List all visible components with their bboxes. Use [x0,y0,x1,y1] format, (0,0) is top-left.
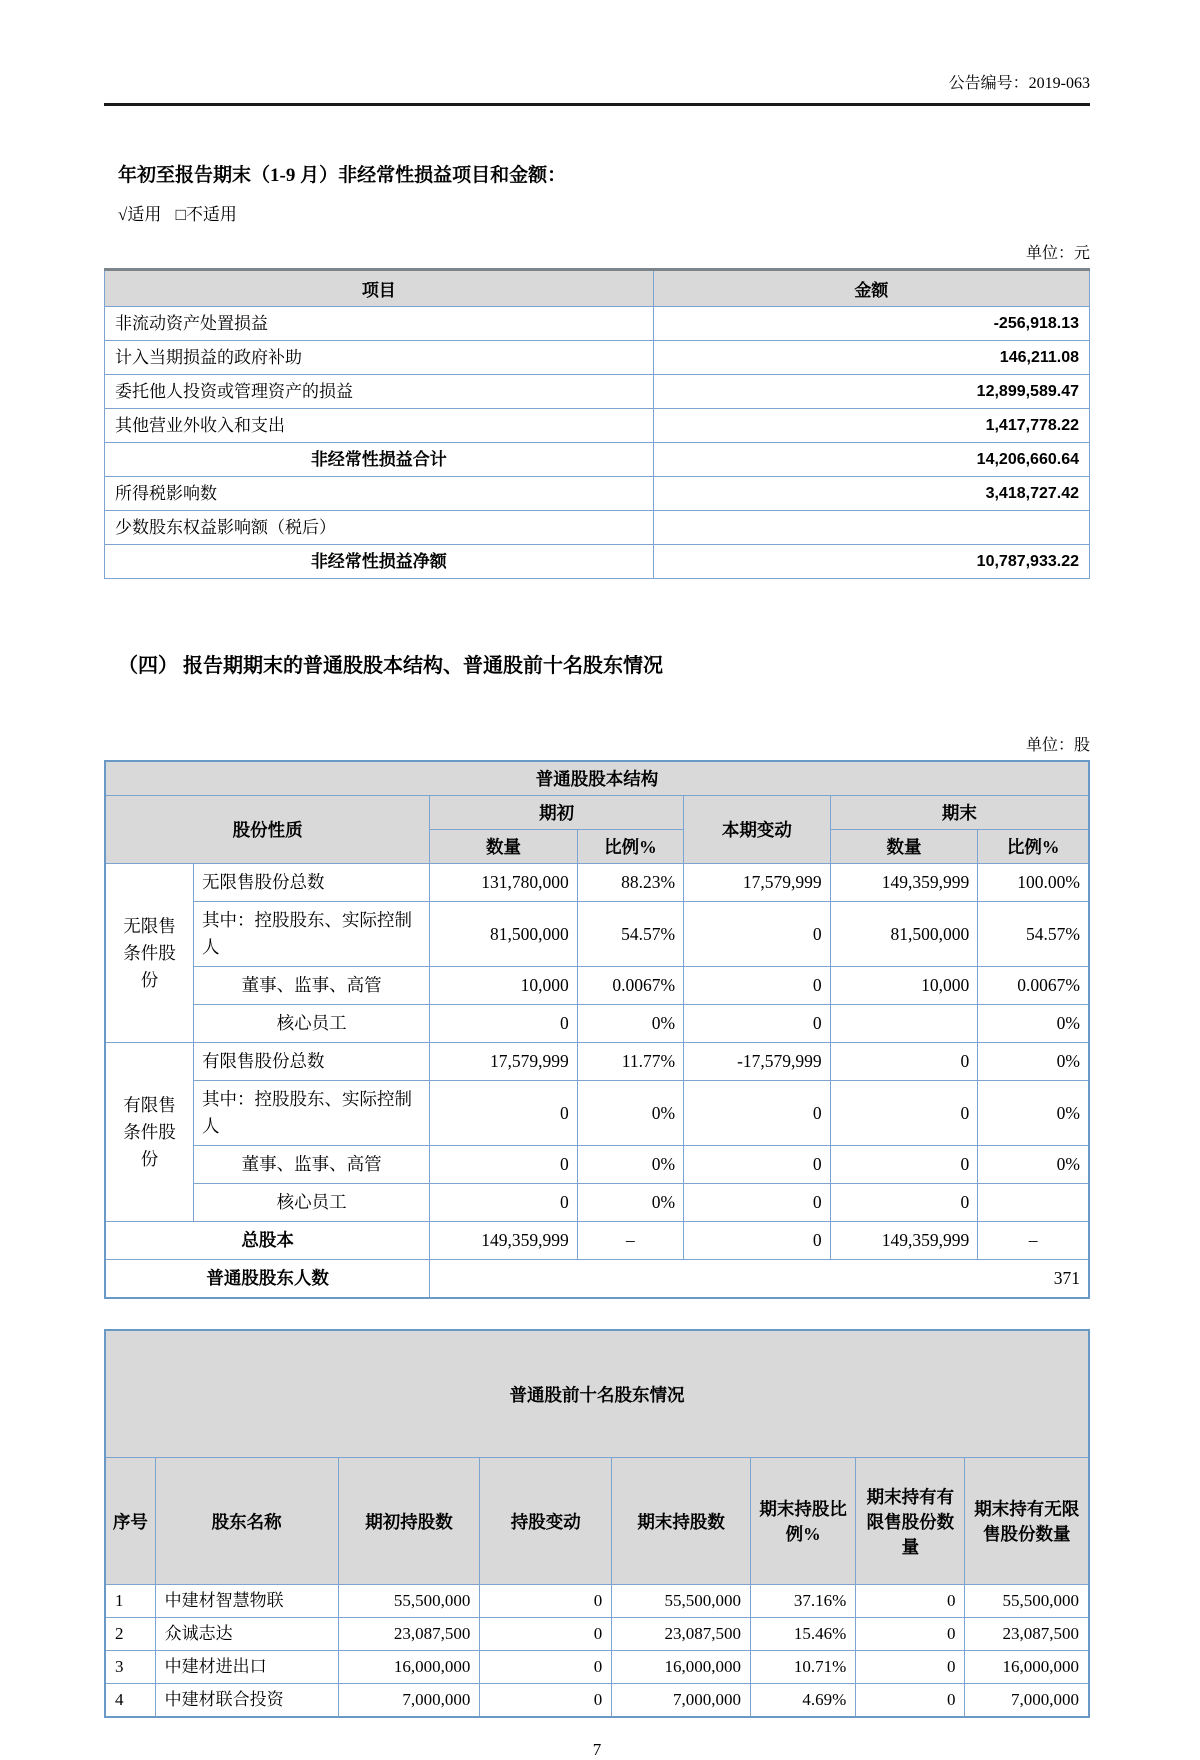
amount-value: 146,211.08 [653,341,1089,375]
table-row [105,864,1089,902]
cell-value: 81,500,000 [430,902,578,967]
cell-value: 0.0067% [978,967,1089,1005]
section1-title: 年初至报告期末（1-9 月）非经常性损益项目和金额： [118,165,567,186]
top-shareholders-table [104,1329,1090,1718]
doc-number: 公告编号：2019-063 [948,75,1090,92]
row-label: 董事、监事、高管 [194,967,430,1005]
table-row-holder-count [105,1260,1089,1299]
cell-value: 0 [684,1081,831,1146]
table-title-row [105,761,1089,796]
shareholder-row [105,1585,1089,1618]
cell-value: 0% [577,1184,683,1222]
header-share-change: 持股变动 [480,1458,612,1585]
row-label: 其中：控股股东、实际控制人 [194,1081,430,1146]
table-row [105,967,1089,1005]
cell-value: 0 [830,1081,978,1146]
header-end-unrestricted-shares: 期末持有无限售股份数量 [965,1458,1089,1585]
cell-value: 0% [978,1081,1089,1146]
row-label: 核心员工 [194,1005,430,1043]
page-number: 7 [592,1740,602,1759]
rank-value: 1 [105,1585,155,1618]
cell-value: 54.57% [577,902,683,967]
cell-value: 0 [856,1618,965,1651]
column-header-item: 项目 [105,270,654,307]
cell-value: 0 [684,967,831,1005]
cell-value: 0 [480,1618,612,1651]
subtotal-label: 非经常性损益合计 [105,443,654,477]
cell-value: 0 [856,1684,965,1718]
header-shareholder-name: 股东名称 [155,1458,338,1585]
table-row [105,409,1090,443]
cell-value: 0 [430,1081,578,1146]
cell-value: 11.77% [577,1043,683,1081]
cell-value: 0 [480,1684,612,1718]
header-end-percent: 期末持股比例% [750,1458,855,1585]
cell-value: 0% [577,1146,683,1184]
cell-value: 17,579,999 [684,864,831,902]
shareholder-name: 中建材联合投资 [155,1684,338,1718]
row-label: 有限售股份总数 [194,1043,430,1081]
cell-value [830,1005,978,1043]
cell-value: 54.57% [978,902,1089,967]
cell-value: 0 [684,1222,831,1260]
item-label: 非流动资产处置损益 [105,307,654,341]
unit-label-yuan: 单位：元 [1025,245,1090,262]
net-total-label: 非经常性损益净额 [105,545,654,579]
cell-value [978,1184,1089,1222]
table-title-row [105,1330,1089,1458]
cell-value: 23,087,500 [612,1618,751,1651]
cell-value: -17,579,999 [684,1043,831,1081]
table-row [105,341,1090,375]
table-header-row [105,796,1089,830]
row-label: 董事、监事、高管 [194,1146,430,1184]
cell-value: 0 [430,1146,578,1184]
cell-value: 23,087,500 [965,1618,1089,1651]
cell-value: 16,000,000 [965,1651,1089,1684]
cell-value: 149,359,999 [430,1222,578,1260]
shareholder-name: 众诚志达 [155,1618,338,1651]
unit-label-shares: 单位：股 [1025,737,1090,754]
cell-value: – [978,1222,1089,1260]
header-begin-shares: 期初持股数 [338,1458,480,1585]
column-header-amount: 金额 [653,270,1089,307]
cell-value: 16,000,000 [338,1651,480,1684]
cell-value: 0% [577,1005,683,1043]
cell-value: 15.46% [750,1618,855,1651]
table-row [105,375,1090,409]
header-period-change: 本期变动 [684,796,831,864]
item-label: 其他营业外收入和支出 [105,409,654,443]
cell-value: 0 [830,1043,978,1081]
cell-value: 7,000,000 [612,1684,751,1718]
item-label: 少数股东权益影响额（税后） [105,511,654,545]
table-row-subtotal [105,443,1090,477]
shareholder-row [105,1651,1089,1684]
header-rank: 序号 [105,1458,155,1585]
header-rule [104,103,1090,106]
amount-value: -256,918.13 [653,307,1089,341]
cell-value: 81,500,000 [830,902,978,967]
cell-value: 10,000 [830,967,978,1005]
table-row [105,1081,1089,1146]
group-label-unrestricted: 无限售条件股份 [105,864,194,1043]
applicable-checked-option: √适用 [118,205,162,224]
holders-count-value: 371 [430,1260,1089,1299]
table-row [105,307,1090,341]
shareholder-row [105,1618,1089,1651]
capital-structure-table [104,760,1090,1299]
table-row [105,902,1089,967]
table-row-net-total [105,545,1090,579]
top-shareholders-section [104,1329,1090,1718]
table-header-row [105,270,1090,307]
cell-value: 0% [577,1081,683,1146]
capital-table-title: 普通股股本结构 [105,761,1089,796]
item-label: 委托他人投资或管理资产的损益 [105,375,654,409]
header-share-nature: 股份性质 [105,796,430,864]
header-end-restricted-shares: 期末持有有限售股份数量 [856,1458,965,1585]
cell-value: 55,500,000 [338,1585,480,1618]
not-applicable-option: □不适用 [175,205,237,224]
holders-count-label: 普通股股东人数 [105,1260,430,1299]
header-end-shares: 期末持股数 [612,1458,751,1585]
item-label: 计入当期损益的政府补助 [105,341,654,375]
cell-value: 0 [856,1651,965,1684]
cell-value: – [577,1222,683,1260]
row-label: 其中：控股股东、实际控制人 [194,902,430,967]
table-row [105,477,1090,511]
cell-value: 0 [684,1146,831,1184]
cell-value: 0 [430,1184,578,1222]
header-begin-percent: 比例% [577,830,683,864]
cell-value: 0 [684,902,831,967]
cell-value: 16,000,000 [612,1651,751,1684]
rank-value: 4 [105,1684,155,1718]
cell-value: 0 [856,1585,965,1618]
amount-value: 1,417,778.22 [653,409,1089,443]
section2-title: （四） 报告期期末的普通股股本结构、普通股前十名股东情况 [118,655,663,677]
table-header-row [105,1458,1089,1585]
cell-value: 0% [978,1146,1089,1184]
header-begin-quantity: 数量 [430,830,578,864]
item-label: 所得税影响数 [105,477,654,511]
cell-value: 0 [480,1585,612,1618]
cell-value: 149,359,999 [830,864,978,902]
cell-value: 0% [978,1043,1089,1081]
amount-value: 3,418,727.42 [653,477,1089,511]
cell-value: 0 [480,1651,612,1684]
cell-value: 23,087,500 [338,1618,480,1651]
row-label: 核心员工 [194,1184,430,1222]
table-row [105,1043,1089,1081]
cell-value: 131,780,000 [430,864,578,902]
table-row-total [105,1222,1089,1260]
cell-value: 7,000,000 [338,1684,480,1718]
cell-value: 0 [684,1184,831,1222]
amount-value: 14,206,660.64 [653,443,1089,477]
cell-value: 7,000,000 [965,1684,1089,1718]
header-period-end: 期末 [830,796,1089,830]
header-end-percent: 比例% [978,830,1089,864]
table-row [105,511,1090,545]
cell-value: 0.0067% [577,967,683,1005]
cell-value: 0% [978,1005,1089,1043]
header-period-begin: 期初 [430,796,684,830]
cell-value: 10.71% [750,1651,855,1684]
applicable-note [104,200,1090,225]
table-row [105,1005,1089,1043]
cell-value: 100.00% [978,864,1089,902]
cell-value: 88.23% [577,864,683,902]
rank-value: 2 [105,1618,155,1651]
cell-value: 4.69% [750,1684,855,1718]
cell-value: 0 [430,1005,578,1043]
cell-value: 149,359,999 [830,1222,978,1260]
amount-value: 12,899,589.47 [653,375,1089,409]
shareholders-table-title: 普通股前十名股东情况 [105,1330,1089,1458]
table-row [105,1146,1089,1184]
row-label: 无限售股份总数 [194,864,430,902]
table-row [105,1184,1089,1222]
group-label-restricted: 有限售条件股份 [105,1043,194,1222]
amount-value: 10,787,933.22 [653,545,1089,579]
cell-value: 17,579,999 [430,1043,578,1081]
non-recurring-items-table [104,268,1090,579]
total-capital-label: 总股本 [105,1222,430,1260]
cell-value: 55,500,000 [612,1585,751,1618]
cell-value: 0 [684,1005,831,1043]
rank-value: 3 [105,1651,155,1684]
cell-value: 10,000 [430,967,578,1005]
cell-value: 55,500,000 [965,1585,1089,1618]
header-end-quantity: 数量 [830,830,978,864]
cell-value: 0 [830,1146,978,1184]
shareholder-name: 中建材进出口 [155,1651,338,1684]
cell-value: 0 [830,1184,978,1222]
shareholder-row [105,1684,1089,1718]
amount-value [653,511,1089,545]
shareholder-name: 中建材智慧物联 [155,1585,338,1618]
cell-value: 37.16% [750,1585,855,1618]
